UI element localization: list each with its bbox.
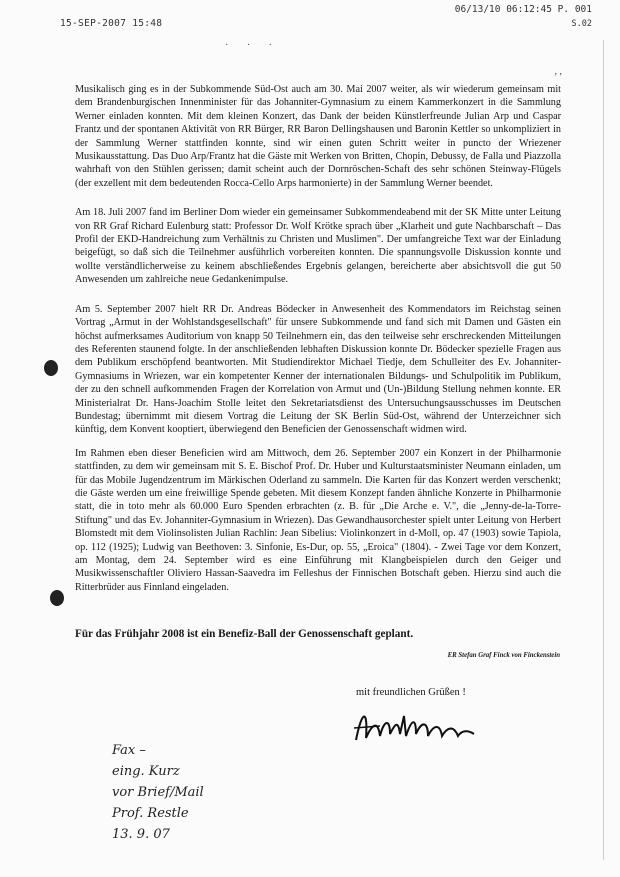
hand-line-3: vor Brief/Mail [112,785,204,800]
hand-line-1: Fax – [112,743,146,758]
letter-body [75,83,561,610]
hand-line-4: Prof. Restle [112,806,189,821]
handwritten-signature [350,700,480,760]
scan-edge-line [603,40,604,860]
closing-greeting: mit freundlichen Grüßen ! [356,687,466,698]
fax-header-received [455,3,592,31]
spring-ball-note: Für das Frühjahr 2008 ist ein Benefiz-Ball der Genossenschaft geplant. [75,628,414,640]
paragraph-september-lecture: Am 5. September 2007 hielt RR Dr. Andreas Bödecker in Anwesenheit des Kommendators im Reichstag seinen Vortrag „Armut in der Wohlstandsgesellschaft" für unsere Subkommende und fand sich mit Damen und Gästen ein höchst aufmerksames Auditorium von knapp 50 Teilnehmern ein, das den teilweise sehr erschreckenden Mitteilungen des Referenten staunend folgte. In der anschließenden lebhaften Diskussion konnte Dr. Bödecker spezielle Fragen aus dem Publikum erschöpfend beantworten. Mit Studiendirektor Michael Tiedje, dem Schulleiter des Ev. Johanniter-Gymnasiums in Wriezen, war ein kompetenter Kenner der internationalen Bildungs- und Schulpolitik im Publikum, der zu den schnell aufkommenden Fragen der Korrelation von Armut und (Un-)Bildung Stellung nehmen konnte. ER Ministerialrat Dr. Hans-Joachim Stolle leitet den Sekretariatsdienst des Untersuchungsausschusses im Deutschen Bundestag; übernimmt mit diesem Vortrag die Leitung der SK Berlin Süd-Ost, während der Unterzeichner sich künftig, dem Konvent kooptiert, überwiegend den Beneficien der Genossenschaft widmen wird. [75,303,561,436]
fax-header-sent: 15-SEP-2007 15:48 [60,18,163,29]
top-mark: , , [554,66,562,77]
hand-line-5: 13. 9. 07 [112,827,170,842]
punch-hole-upper [44,360,58,376]
scan-noise-dots: · · · [225,40,280,51]
fax-page-number: S.02 [571,19,592,29]
handwritten-fax-note [112,740,204,845]
punch-hole-lower [50,590,64,606]
paragraph-july-dom: Am 18. Juli 2007 fand im Berliner Dom wieder ein gemeinsamer Subkommendeabend mit der SK Mitte unter Leitung von RR Graf Richard Eulenburg statt: Professor Dr. Wolf Krötke sprach über „Klarheit und gute Nachbarschaft – Das Profil der EKD-Handreichung zum Verhältnis zu Christen und Muslimen". Der umfangreiche Text war der Einladung beigefügt, so daß sich die Teilnehmer ausführlich vorbereiten konnten. Die spannungsvolle Diskussion konnte und wollte verständlicherweise zu keinem abschließendes Ergebnis gelangen, bereicherte aber absichtsvoll die gut 50 Anwesenden um zahlreiche neue Gedankenimpulse. [75,207,561,286]
paragraph-philharmonie-concert: Im Rahmen eben dieser Beneficien wird am Mittwoch, dem 26. September 2007 ein Konzert in der Philharmonie stattfinden, zu dem wir gemeinsam mit S. E. Bischof Prof. Dr. Huber und Kulturstaatsminister Neumann einladen, um für das Mobile Jugendzentrum im Märkischen Oderland zu sammeln. Die Karten für das Konzert werden verschenkt; die Gäste werden um eine freiwillige Spende gebeten. Mit diesem Konzept fanden ähnliche Konzerte in Philharmonie statt, die in toto mehr als 60.000 Euro Spenden erbrachten (z. B. für „Die Arche e. V.", die „Jenny-de-la-Torre-Stiftung" und das Ev. Johanniter-Gymnasium in Wriezen). Das Gewandhausorchester spielt unter Leitung von Herbert Blomstedt mit dem Violinsolisten Julian Rachlin: Jean Sibelius: Violinkonzert in d-Moll, op. 47 (1903) sowie Tapiola, op. 112 (1925); Ludwig van Beethoven: 3. Sinfonie, Es-Dur, op. 55, „Eroica" (1804). - Zwei Tage vor dem Konzert, am Montag, dem 24. September wird es eine Einführung mit Klangbeispielen durch den Geiger und Musikwissenschaftler Oliviero Hassan-Saavedra im Felleshus der Finnischen Botschaft geben. Hierzu sind auch die Ritterbrüder aus Finnland eingeladen. [75,447,561,593]
paragraph-may-concert: Musikalisch ging es in der Subkommende Süd-Ost auch am 30. Mai 2007 weiter, als wir wiederum gemeinsam mit dem Brandenburgischen Innenminister für das Johanniter-Gymnasium zu einem Kammerkonzert in die Sammlung Werner einladen konnten. Mit dem kleinen Konzert, das Dank der beiden Künstlerfreunde Julian Arp und Caspar Frantz und der spontanen Aktivität von RR Bürger, RR Baron Dellingshausen und Baronin Kettler so unkompliziert in der Sammlung Werner stattfinden konnte, sind wir einen guten Schritt weiter in puncto der Wriezener Musikausstattung. Das Duo Arp/Frantz hat die Gäste mit Werken von Britten, Chopin, Debussy, de Falla und Piazzolla wahrhaft von den Stühlen gerissen; damit scheint auch der Dornröschen-Schaft des sehr schönen Steinway-Flügels (der exzellent mit dem bedeutenden Rocca-Cello Arps harmonierte) in der Sammlung Werner beendet. [75,84,561,189]
fax-header-timestamp: 06/13/10 06:12:45 P. 001 [454,4,592,15]
signatory-name: ER Stefan Graf Finck von Finckenstein [447,652,560,659]
hand-line-2: eing. Kurz [112,764,180,779]
